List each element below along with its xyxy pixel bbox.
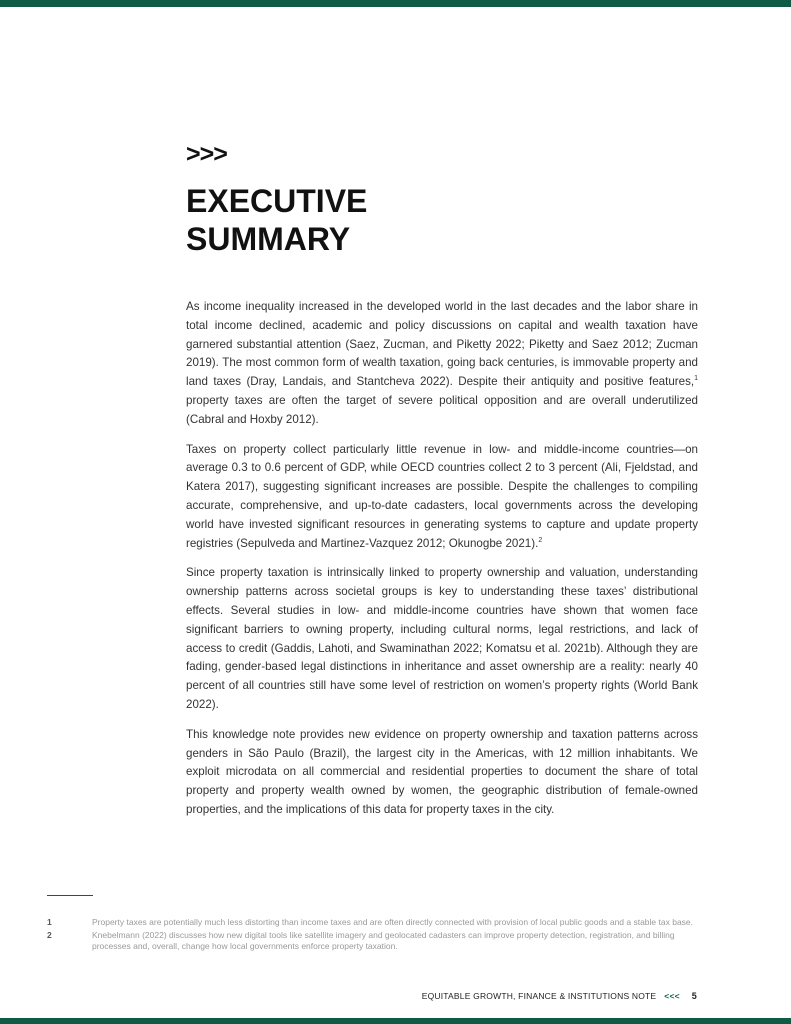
paragraph-4: This knowledge note provides new evidence on property ownership and taxation patterns across genders in São Paulo (Brazil), the largest city in the Americas, with 12 million inhabitants. We exploit microdata on all commercial and residential properties to document the share of total property and property wealth owned by women, the geographic distribution of female-owned properties, and the implications of this data for property taxes in the city. [186,727,698,816]
paragraph-2: Taxes on property collect particularly little revenue in low- and middle-income countries—on average 0.3 to 0.6 percent of GDP, while OECD countries collect 2 to 3 percent (Ali, Fjeldstad, and Katera 2017), suggesting significant increases are possible. Despite the challenges to compiling accurate, comprehensive, and up-to-date cadasters, local governments across the developing world have invested significant resources in generating systems to capture and update property registries (Sepulveda and Martinez-Vazquez 2012; Okunogbe 2021).$^2$ [186,442,698,550]
page-footer [422,991,697,1001]
footnote-number: 1 [47,917,52,927]
footnote-number: 2 [47,930,52,940]
footnote-1 [47,917,698,928]
bottom-accent-bar [0,1018,791,1024]
footnote-text: Property taxes are potentially much less distorting than income taxes and are often directly connected with provision of local public goods and a stable tax base. [92,917,694,927]
footnote-ref-1[interactable]: 1 [694,375,698,383]
footnote-divider [47,895,93,896]
section-marker: >>> [186,140,227,168]
publication-name: EQUITABLE GROWTH, FINANCE & INSTITUTIONS NOTE [421,991,657,1001]
body-text [186,298,698,831]
back-arrows-icon: <<< [664,991,680,1001]
page-title [186,182,367,258]
title-line-1: EXECUTIVE [186,183,368,219]
title-line-2: SUMMARY [186,221,351,257]
paragraph-1: As income inequality increased in the developed world in the last decades and the labor share in total income declined, academic and policy discussions on capital and wealth taxation have garnered substantial attention (Saez, Zucman, and Piketty 2022; Piketty and Saez 2012; Zucman 2019). The most common form of wealth taxation, going back centuries, is immovable property and land taxes (Dray, Landais, and Stantcheva 2022). Despite their antiquity and positive features,$^1$ property taxes are often the target of severe political opposition and are overall underutilized (Cabral and Hoxby 2012). [186,300,698,426]
footnote-2 [47,930,698,952]
paragraph-3: Since property taxation is intrinsically linked to property ownership and valuation, understanding ownership patterns across societal groups is key to understanding these taxes’ distributional effects. Several studies in low- and middle-income countries have shown that women face significant barriers to owning property, including cultural norms, legal restrictions, and lack of access to credit (Gaddis, Lahoti, and Swaminathan 2022; Komatsu et al. 2021b). Although they are fading, gender-based legal distinctions in inheritance and asset ownership are a reality: nearly 40 percent of all countries still have some level of restriction on women’s property rights (World Bank 2022). [186,566,698,711]
page-number: 5 [691,991,697,1001]
footnote-text: Knebelmann (2022) discusses how new digital tools like satellite imagery and geolocated cadasters can improve property detection, registration, and billing processes and, overall, change how local governments enforce property taxation. [92,930,675,951]
top-accent-bar [0,0,791,7]
footnote-ref-2[interactable]: 2 [538,536,543,544]
footnotes [47,917,698,954]
